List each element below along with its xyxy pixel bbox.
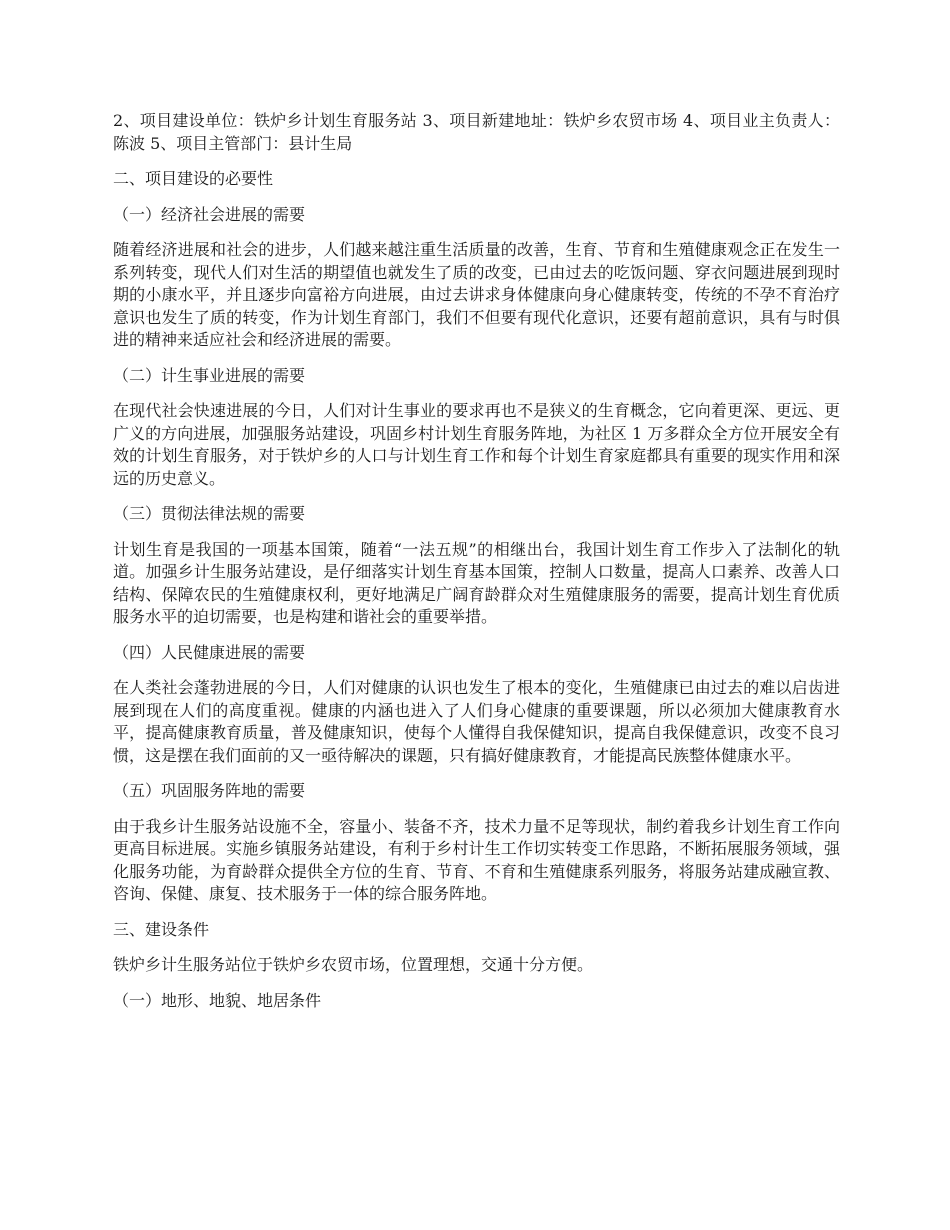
paragraph-health: 在人类社会蓬勃进展的今日，人们对健康的认识也发生了根本的变化，生殖健康已由过去的难以启齿进展到现在人们的高度重视。健康的内涵也进入了人们身心健康的重要课题，所以必须加大健康教育水平，提高健康教育质量，普及健康知识，使每个人懂得自我保健知识，提高自我保健意识，改变不良习惯，这是摆在我们面前的又一亟待解决的课题，只有搞好健康教育，才能提高民族整体健康水平。 <box>113 678 840 765</box>
paragraph-law: 计划生育是我国的一项基本国策，随着“一法五规”的相继出台，我国计划生育工作步入了法制化的轨道。加强乡计生服务站建设，是仔细落实计划生育基本国策，控制人口数量，提高人口素养、改善人口结构、保障农民的生殖健康权利，更好地满足广阔育龄群众对生殖健康服务的需要，提高计划生育优质服务水平的迫切需要，也是构建和谐社会的重要举措。 <box>113 539 840 626</box>
section-heading-conditions: 三、建设条件 <box>113 919 210 939</box>
section-heading-necessity: 二、项目建设的必要性 <box>113 169 274 188</box>
subsection-heading-economic: （一）经济社会进展的需要 <box>113 204 306 224</box>
subsection-heading-law: （三）贯彻法律法规的需要 <box>113 504 306 523</box>
subsection-heading-health: （四）人民健康进展的需要 <box>113 642 306 662</box>
project-info-paragraph: 2、项目建设单位：铁炉乡计划生育服务站 3、项目新建地址：铁炉乡农贸市场 4、项目业主负责人：陈波 5、项目主管部门：县计生局 <box>113 111 840 153</box>
subsection-heading-terrain: （一）地形、地貌、地居条件 <box>113 990 322 1010</box>
paragraph-location: 铁炉乡计生服务站位于铁炉乡农贸市场，位置理想，交通十分方便。 <box>113 955 594 974</box>
document-body <box>113 110 840 1025</box>
paragraph-service: 由于我乡计生服务站设施不全，容量小、装备不齐，技术力量不足等现状，制约着我乡计划生育工作向更高目标进展。实施乡镇服务站建设，有利于乡村计生工作切实转变工作思路，不断拓展服务领域，强化服务功能，为育龄群众提供全方位的生育、节育、不育和生殖健康系列服务，将服务站建成融宣教、咨询、保健、康复、技术服务于一体的综合服务阵地。 <box>113 816 840 903</box>
subsection-heading-service: （五）巩固服务阵地的需要 <box>113 781 306 800</box>
subsection-heading-family-planning: （二）计生事业进展的需要 <box>113 365 306 385</box>
paragraph-economic: 随着经济进展和社会的进步，人们越来越注重生活质量的改善，生育、节育和生殖健康观念正在发生一系列转变，现代人们对生活的期望值也就发生了质的改变，已由过去的吃饭问题、穿衣问题进展到现时期的小康水平，并且逐步向富裕方向进展，由过去讲求身体健康向身心健康转变，传统的不孕不育治疗意识也发生了质的转变，作为计划生育部门，我们不但要有现代化意识，还要有超前意识，具有与时俱进的精神来适应社会和经济进展的需要。 <box>113 240 840 349</box>
paragraph-family-planning: 在现代社会快速进展的今日，人们对计生事业的要求再也不是狭义的生育概念，它向着更深、更远、更广义的方向进展，加强服务站建设，巩固乡村计划生育服务阵地，为社区 1 万多群众全方位开展安全有效的计划生育服务，对于铁炉乡的人口与计划生育工作和每个计划生育家庭都具有重要的现实作用和深远的历史意义。 <box>113 401 840 488</box>
